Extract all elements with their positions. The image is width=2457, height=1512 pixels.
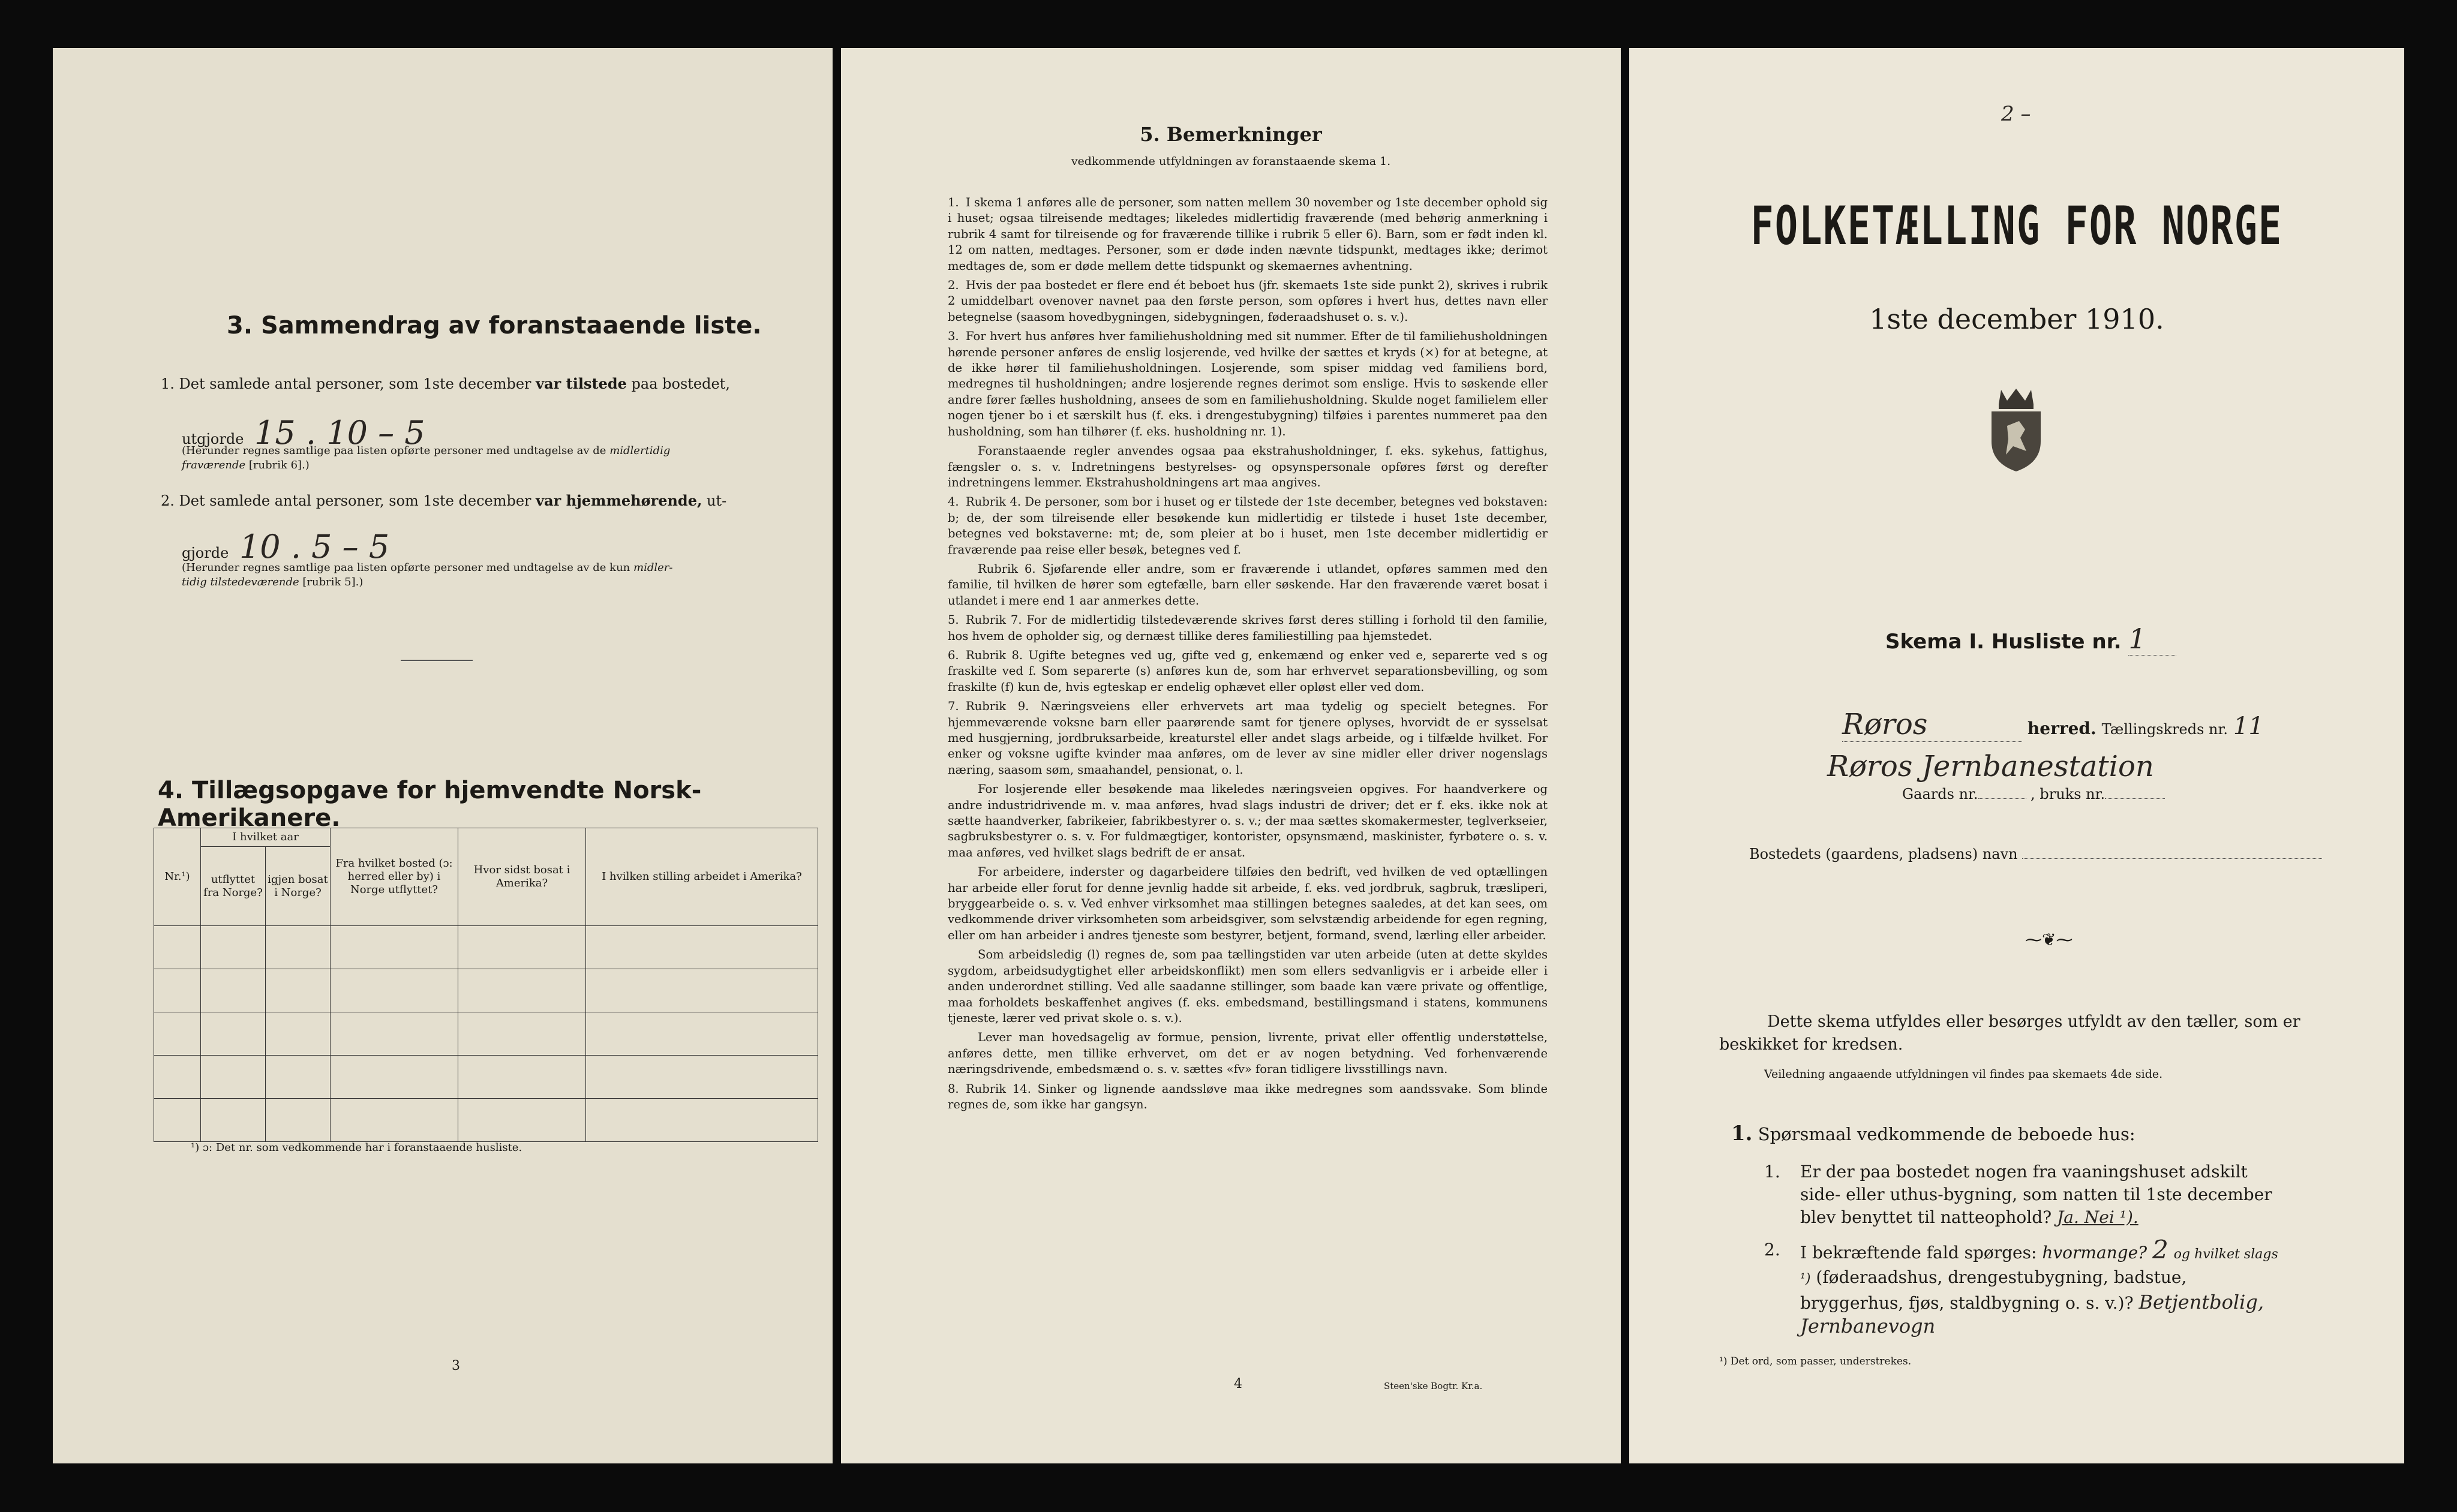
remark-text: I skema 1 anføres alle de personer, som natten mellem 30 november og 1ste december ophold sig i huset; ogsaa tilreisende medtages; likeledes midlertidig fraværende (med behørig anmerkning i rubrik 4 samt for tilreisende og for fraværende tillike i rubrik 5 eller 6). Barn, som er født inden kl. 12 om natten, medtages. Personer, som er døde inden nævnte tidspunkt, medtages ikke; derimot medtages de, som er døde mellem dette tidspunkt og skemaernes avhentning. <box>948 196 1548 273</box>
item2-note <box>182 561 818 590</box>
item1-note-text-2: [rubrik 6].) <box>248 459 310 471</box>
remark-text: For hvert hus anføres hver familiehusholdning med sit nummer. Efter de til familiehusholdningen hørende personer anføres de enslig losjerende, ved hvilke der sættes et kryds (×) for at betegne, at de ikke hører til familiehusholdningen. Losjerende, som spiser middag ved familiens bord, medregnes til husholdningen; andre losjerende regnes derimot som enslige. Hvis to søskende eller andre fører fælles husholdning, ansees de som en familiehusholdning. Skulde noget familielem eller nogen tjener bo i et særskilt hus (f. eks. i drengestubygning) tilføies i parentes nummeret paa den husholdning, som han tilhører (f. eks. husholdning nr. 1). <box>948 329 1548 438</box>
page-middle <box>841 48 1621 1463</box>
table-row <box>154 1099 818 1142</box>
item1-note-text: (Herunder regnes samtlige paa listen opførte personer med undtagelse av de <box>182 444 606 457</box>
questions-title-text: Spørsmaal vedkommende de beboede hus: <box>1758 1124 2135 1144</box>
norsk-amerikaner-table <box>154 828 818 1142</box>
divider <box>401 660 473 661</box>
col-sidst-bosat: Hvor sidst bosat i Amerika? <box>458 828 586 926</box>
gaards-label: Gaards nr. <box>1902 786 1978 802</box>
remark-paragraph <box>948 278 1548 325</box>
husliste-number: 1 <box>2128 623 2176 656</box>
section4-title: 4. Tillægsopgave for hjemvendte Norsk-Amerikanere. <box>158 777 702 832</box>
remark-number: 1. <box>948 196 959 209</box>
remark-text: Rubrik 9. Næringsveiens eller erhvervets art maa tydelig og specielt betegnes. For hjemmeværende voksne barn eller paarørende samt for tjenere oplyses, hvorvidt de er sysselsat med husgjerning, jordbruksarbeide, kreaturstel eller andet slags arbeide, og i tilfælde hvilket. For enker og voksne ugifte kvinder maa anføres, om de lever av sine midler eller driver nogenslags næring, saasom søm, smaahandel, pensionat, o. l. <box>948 699 1548 777</box>
remark-paragraph <box>948 864 1548 943</box>
col-utflyttet: utflyttet fra Norge? <box>201 847 266 926</box>
question-2-italic: hvormange? <box>2042 1243 2147 1262</box>
table-row <box>154 1012 818 1056</box>
form-title: FOLKETÆLLING FOR NORGE <box>1750 195 2283 257</box>
remark-paragraph <box>948 1081 1548 1113</box>
remark-number: 2. <box>948 278 959 293</box>
herred-name: Røros <box>1842 708 2022 742</box>
page-right <box>1629 48 2404 1463</box>
item2-utgjorde-label: gjorde <box>182 545 229 561</box>
herred-row <box>1842 708 2388 742</box>
item1-text: 1. Det samlede antal personer, som 1ste december <box>161 375 531 392</box>
question-2-text-b: (føderaadshus, drengestubygning, badstue, bryggerhus, fjøs, staldbygning o. s. v.)? <box>1800 1267 2187 1313</box>
item2-note-italic-2: tidig tilstedeværende <box>182 576 299 588</box>
remark-number: 4. <box>948 495 959 509</box>
section3-title: 3. Sammendrag av foranstaaende liste. <box>227 312 762 339</box>
remarks-body <box>948 195 1548 1116</box>
item2-text-b: ut- <box>706 492 727 509</box>
bosted-row <box>1749 846 2367 862</box>
gaards-row <box>1902 786 2165 802</box>
kreds-number: 11 <box>2233 713 2264 740</box>
remark-paragraph <box>948 781 1548 861</box>
table-row <box>154 1056 818 1099</box>
remark-text: Rubrik 8. Ugifte betegnes ved ug, gifte ved g, enkemænd og enker ved e, separerte ved s og fraskilte ved f. Som separerte (s) anføres kun de, som har erhvervet separationsbevilling, og som fraskilte (f) kun de, hvis egteskap er endelig ophævet eller opløst eller ved dom. <box>948 648 1548 694</box>
coat-of-arms-icon <box>1983 384 2049 474</box>
col-nr: Nr.¹) <box>154 828 201 926</box>
remark-text: Foranstaaende regler anvendes ogsaa paa ekstrahusholdninger, f. eks. sykehus, fattighus, fængsler o. s. v. Indretningens bestyrelses- og opsynspersonale opføres først og derefter indretningens lemmer. Ekstrahusholdningens art maa angives. <box>948 444 1548 489</box>
question-2-text: I bekræftende fald spørges: <box>1800 1243 2037 1262</box>
station-name: Røros Jernbanestation <box>1827 750 2154 783</box>
form-date: 1ste december 1910. <box>1869 303 2164 335</box>
remarks-subtitle: vedkommende utfyldningen av foranstaaende skema 1. <box>1071 155 1391 168</box>
ornament: ⁓❦⁓ <box>2025 930 2073 949</box>
item1-note <box>182 444 818 473</box>
item1-text-b: paa bostedet, <box>631 375 730 392</box>
item2-note-text-2: [rubrik 5].) <box>302 576 364 588</box>
item1-note-italic: midlertidig <box>609 444 671 457</box>
item1-handwritten-count: 15 . 10 – 5 <box>254 414 425 452</box>
kreds-label: Tællingskreds nr. <box>2101 721 2228 738</box>
herred-label: herred. <box>2027 719 2096 738</box>
item2-bold: var hjemmehørende, <box>536 492 702 509</box>
corner-mark: 2 – <box>2001 102 2031 126</box>
question-2: 2. I bekræftende fald spørges: hvormange? 2 og hvilket slags ¹) (føderaadshus, drengestubygning, badstue, bryggerhus, fjøs, staldbygning o. s. v.)? Betjentbolig, Jernbanevogn <box>1764 1235 2278 1337</box>
table-row <box>154 926 818 969</box>
cover-footnote: ¹) Det ord, som passer, understrekes. <box>1719 1355 1912 1367</box>
remark-number: 6. <box>948 648 959 662</box>
page-number: 3 <box>452 1358 460 1373</box>
item2-text: 2. Det samlede antal personer, som 1ste december <box>161 492 531 509</box>
intro-note: Veiledning angaaende utfyldningen vil findes paa skemaets 4de side. <box>1764 1068 2163 1081</box>
bosted-label: Bostedets (gaardens, pladsens) navn <box>1749 846 2018 862</box>
page-number: 4 <box>1234 1376 1242 1391</box>
remark-paragraph <box>948 947 1548 1026</box>
col-bosted: Fra hvilket bosted (ɔ: herred eller by) i Norge utflyttet? <box>331 828 458 926</box>
col-aar: I hvilket aar <box>201 828 331 847</box>
col-stilling: I hvilken stilling arbeidet i Amerika? <box>586 828 818 926</box>
col-igjen-bosat: igjen bosat i Norge? <box>266 847 331 926</box>
item1-utgjorde-label: utgjorde <box>182 431 244 447</box>
remark-number: 3. <box>948 329 959 344</box>
remark-paragraph <box>948 648 1548 695</box>
remark-text: For arbeidere, inderster og dagarbeidere tilføies den bedrift, ved hvilken de ved optællingen har arbeide eller forut for denne jevnlig hadde sit arbeide, f. eks. ved jordbruk, sagbruk, træsliperi, bryggearbeide o. s. v. Ved enhver virksomhet maa stillingen betegnes saaledes, at det kan sees, om vedkommende driver virksomheten som arbeidsgiver, som selvstændig arbeidende for egen regning, eller om han arbeider i andres tjeneste som bestyrer, betjent, formand, svend, lærling eller arbeider. <box>948 865 1548 942</box>
remark-paragraph <box>948 1030 1548 1077</box>
intro-text: Dette skema utfyldes eller besørges utfyldt av den tæller, som er beskikket for kredsen. <box>1719 1012 2300 1054</box>
item1-note-italic-2: fraværende <box>182 459 246 471</box>
remark-paragraph <box>948 612 1548 644</box>
remark-text: Rubrik 7. For de midlertidig tilstedeværende skrives først deres stilling i forhold til den familie, hos hvem de opholder sig, og dernæst tillike deres familiestilling paa hjemstedet. <box>948 613 1548 643</box>
item2-note-text: (Herunder regnes samtlige paa listen opførte personer med undtagelse av de kun <box>182 561 630 574</box>
printer-name: Steen'ske Bogtr. Kr.a. <box>1384 1381 1483 1391</box>
remark-text: Hvis der paa bostedet er flere end ét beboet hus (jfr. skemaets 1ste side punkt 2), skrives i rubrik 2 umiddelbart ovenover navnet paa den første person, som opføres i hvert hus, dettes navn eller betegnelse (saasom hovedbygningen, sidebygningen, føderaadshuset o. s. v.). <box>948 278 1548 324</box>
question-2-answer: Betjentbolig, Jernbanevogn <box>1800 1291 2264 1337</box>
remark-text: Rubrik 4. De personer, som bor i huset og er tilstede der 1ste december, betegnes ved bokstaven: b; de, der som tilreisende eller besøkende kun midlertidig er tilstede i huset 1ste december, betegnes ved bokstaverne: mt; de, som pleier at bo i huset, men 1ste december midlertidig er fraværende paa reise eller besøk, betegnes ved f. <box>948 495 1548 557</box>
question-2-count: 2 <box>2152 1235 2168 1264</box>
item2-utgjorde-row <box>182 528 389 566</box>
table-row <box>154 969 818 1012</box>
question-1: 1. Er der paa bostedet nogen fra vaaningshuset adskilt side- eller uthus-bygning, som natten til 1ste december blev benyttet til natteophold? Ja. Nei ¹). <box>1764 1162 2272 1227</box>
remark-paragraph <box>948 494 1548 558</box>
bruks-label: , bruks nr. <box>2031 786 2105 802</box>
item1-bold: var tilstede <box>536 375 627 392</box>
table-footnote: ¹) ɔ: Det nr. som vedkommende har i foranstaaende husliste. <box>191 1141 522 1154</box>
remark-paragraph <box>948 443 1548 491</box>
remark-paragraph <box>948 329 1548 440</box>
skema-label: Skema I. Husliste nr. <box>1885 630 2122 654</box>
remark-text: Rubrik 6. Sjøfarende eller andre, som er fraværende i utlandet, opføres sammen med den familie, til hvilken de hører som egtefælle, barn eller søskende. Har den fraværende været bosat i utlandet i mere end 1 aar anmerkes dette. <box>948 561 1548 608</box>
remark-paragraph <box>948 699 1548 778</box>
remark-paragraph <box>948 195 1548 274</box>
remarks-title: 5. Bemerkninger <box>1140 123 1322 146</box>
page-left <box>53 48 833 1463</box>
question-1-text: Er der paa bostedet nogen fra vaaningshuset adskilt side- eller uthus-bygning, som natten til 1ste december blev benyttet til natteophold? <box>1800 1162 2272 1227</box>
remark-text: Lever man hovedsagelig av formue, pension, livrente, privat eller offentlig understøttelse, anføres dette, men tillike erhvervet, om det er av nogen betydning. Ved forhenværende næringsdrivende, embedsmænd o. s. v. sættes «fv» foran tidligere livsstillings navn. <box>948 1030 1548 1077</box>
remark-text: Rubrik 14. Sinker og lignende aandssløve maa ikke medregnes som aandssvake. Som blinde regnes de, som ikke har gangsyn. <box>948 1081 1548 1111</box>
item2-note-italic: midler- <box>633 561 673 574</box>
remark-number: 8. <box>948 1081 959 1096</box>
remark-number: 7. <box>948 699 959 714</box>
remark-number: 5. <box>948 613 959 627</box>
question-2-italic-b: og hvilket slags ¹) <box>1800 1247 2278 1286</box>
summary-item-1 <box>161 375 815 392</box>
item2-handwritten-count: 10 . 5 – 5 <box>239 528 390 566</box>
questions-title: 1. Spørsmaal vedkommende de beboede hus: <box>1731 1122 2135 1146</box>
question-1-answer: Ja. Nei ¹). <box>2057 1207 2138 1227</box>
skema-row <box>1885 623 2176 656</box>
summary-item-2 <box>161 492 815 509</box>
remark-text: For losjerende eller besøkende maa likeledes næringsveien opgives. For haandverkere og andre industridrivende m. v. maa anføres, hvad slags industri de driver; det er f. eks. ikke nok at sætte haandverker, fabrikeier, fabrikbestyrer o. s. v.; der maa sættes skomakermester, teglverkseier, sagbruksbestyrer o. s. v. For fuldmægtiger, kontorister, opsynsmænd, maskinister, fyrbøtere o. s. v. maa anføres, ved hvilket slags bedrift de er ansat. <box>948 782 1548 859</box>
remark-text: Som arbeidsledig (l) regnes de, som paa tællingstiden var uten arbeide (uten at dette skyldes sygdom, arbeidsudygtighet eller arbeidskonflikt) men som ellers sedvanligvis er i arbeide eller i anden underordnet stilling. Ved alle saadanne stillinger, som baade kan være private og offentlige, maa forholdets beskaffenhet angives (f. eks. embedsmand, bestillingsmand i statens, kommunens tjeneste, lærer ved privat skole o. s. v.). <box>948 948 1548 1025</box>
remark-paragraph <box>948 561 1548 609</box>
